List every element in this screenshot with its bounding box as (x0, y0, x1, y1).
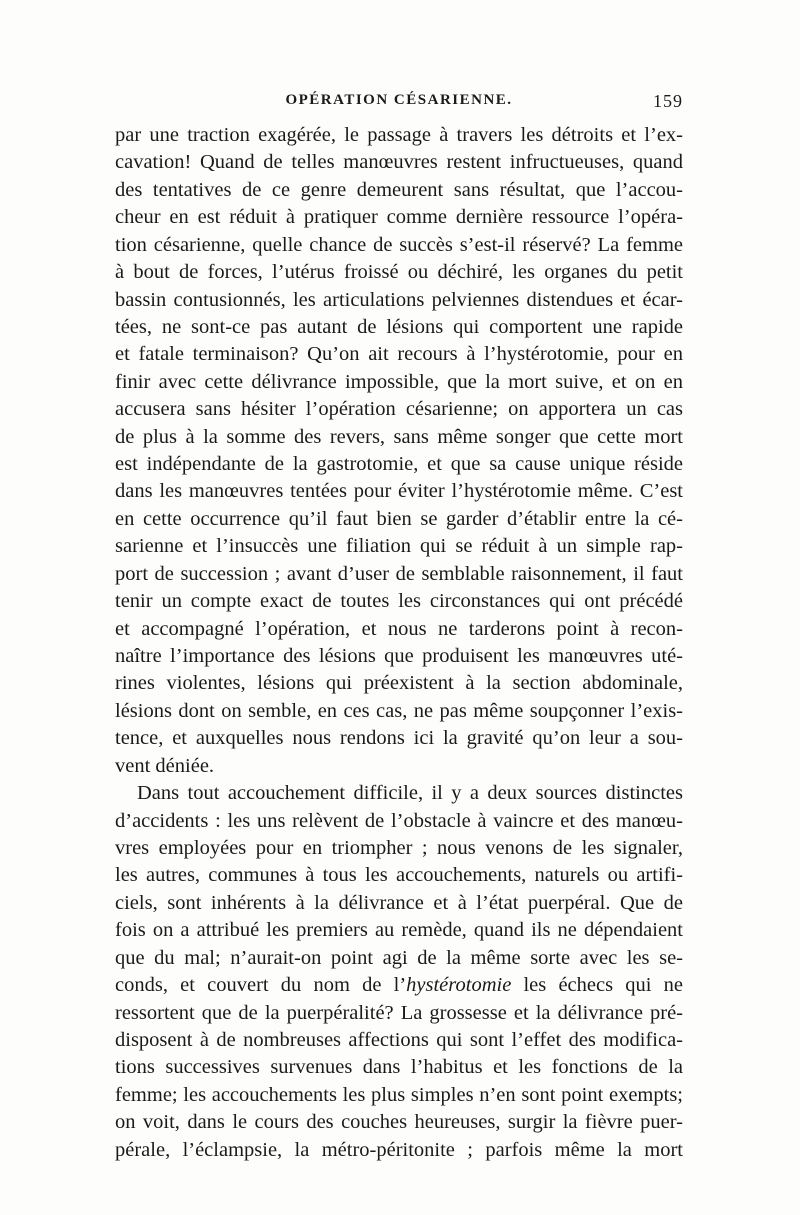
text-line: cavation! Quand de telles manœuvres restent infructueuses, quand (115, 151, 683, 174)
page-number: 159 (653, 91, 683, 111)
text-line: ressortent que de la puerpéralité? La grossesse et la délivrance pré- (115, 1001, 683, 1024)
text-line: tion césarienne, quelle chance de succès s’est-il réservé? La femme (115, 233, 683, 256)
text-line: sarienne et l’insuccès une filiation qui se réduit à un simple rap- (115, 535, 683, 558)
text-line: par une traction exagérée, le passage à travers les détroits et l’ex- (115, 124, 683, 146)
text-line: en cette occurrence qu’il faut bien se garder d’établir entre la cé- (115, 507, 683, 530)
text-line: de plus à la somme des revers, sans même songer que cette mort (115, 425, 683, 448)
text-line: vres employées pour en triompher ; nous venons de les signaler, (115, 836, 683, 859)
text-line: des tentatives de ce genre demeurent sans résultat, que l’accou- (115, 178, 683, 201)
text-line: femme; les accouchements les plus simples n’en sont point exempts; (115, 1083, 683, 1106)
text-line: fois on a attribué les premiers au remède, quand ils ne dépendaient (115, 919, 683, 942)
text-line: tence, et auxquelles nous rendons ici la gravité qu’on leur a sou- (115, 727, 683, 750)
text-line: ciels, sont inhérents à la délivrance et à l’état puerpéral. Que de (115, 891, 683, 914)
text-line: accusera sans hésiter l’opération césarienne; on apportera un cas (115, 398, 683, 421)
italic-term: hystérotomie (406, 974, 512, 997)
text-line: rines violentes, lésions qui préexistent à la section abdominale, (115, 672, 683, 695)
text-line: est indépendante de la gastrotomie, et que sa cause unique réside (115, 453, 683, 476)
text-line: pérale, l’éclampsie, la métro-péritonite ; parfois même la mort (115, 1138, 683, 1161)
text-segment: conds, et couvert du nom de l’ (115, 974, 407, 997)
text-line: et fatale terminaison? Qu’on ait recours à l’hystérotomie, pour en (115, 343, 683, 366)
text-segment: les échecs qui ne (511, 974, 683, 997)
text-line: les autres, communes à tous les accouchements, naturels ou artifi- (115, 864, 683, 887)
text-line: d’accidents : les uns relèvent de l’obstacle à vaincre et des manœu- (115, 809, 683, 832)
text-line-paragraph-start: Dans tout accouchement difficile, il y a deux sources distinctes (137, 782, 683, 805)
running-title: OPÉRATION CÉSARIENNE. (285, 92, 513, 108)
text-line-with-italic (115, 972, 683, 999)
text-line-paragraph-end: vent déniée. (115, 754, 215, 777)
text-line: tions successives survenues dans l’habitus et les fonctions de la (115, 1056, 683, 1079)
running-head (115, 92, 683, 114)
text-line: que du mal; n’aurait-on point agi de la même sorte avec les se- (115, 946, 683, 969)
text-line: et accompagné l’opération, et nous ne tarderons point à recon- (115, 617, 683, 640)
text-line: port de succession ; avant d’user de semblable raisonnement, il faut (115, 562, 683, 585)
text-line: disposent à de nombreuses affections qui sont l’effet des modifica- (115, 1028, 683, 1051)
text-line: finir avec cette délivrance impossible, que la mort suive, et on en (115, 370, 683, 393)
text-line: tenir un compte exact de toutes les circonstances qui ont précédé (115, 590, 683, 613)
text-line: on voit, dans le cours des couches heureuses, surgir la fièvre puer- (115, 1111, 683, 1134)
body-text (115, 122, 683, 1164)
text-line: bassin contusionnés, les articulations pelviennes distendues et écar- (115, 288, 683, 311)
text-line: lésions dont on semble, en ces cas, ne pas même soupçonner l’exis- (115, 699, 683, 722)
text-line: à bout de forces, l’utérus froissé ou déchiré, les organes du petit (115, 261, 683, 284)
text-line: naître l’importance des lésions que produisent les manœuvres uté- (115, 645, 683, 668)
text-line: dans les manœuvres tentées pour éviter l’hystérotomie même. C’est (115, 480, 683, 503)
text-line: cheur en est réduit à pratiquer comme dernière ressource l’opéra- (115, 206, 683, 229)
text-line: tées, ne sont-ce pas autant de lésions qui comportent une rapide (115, 315, 683, 338)
